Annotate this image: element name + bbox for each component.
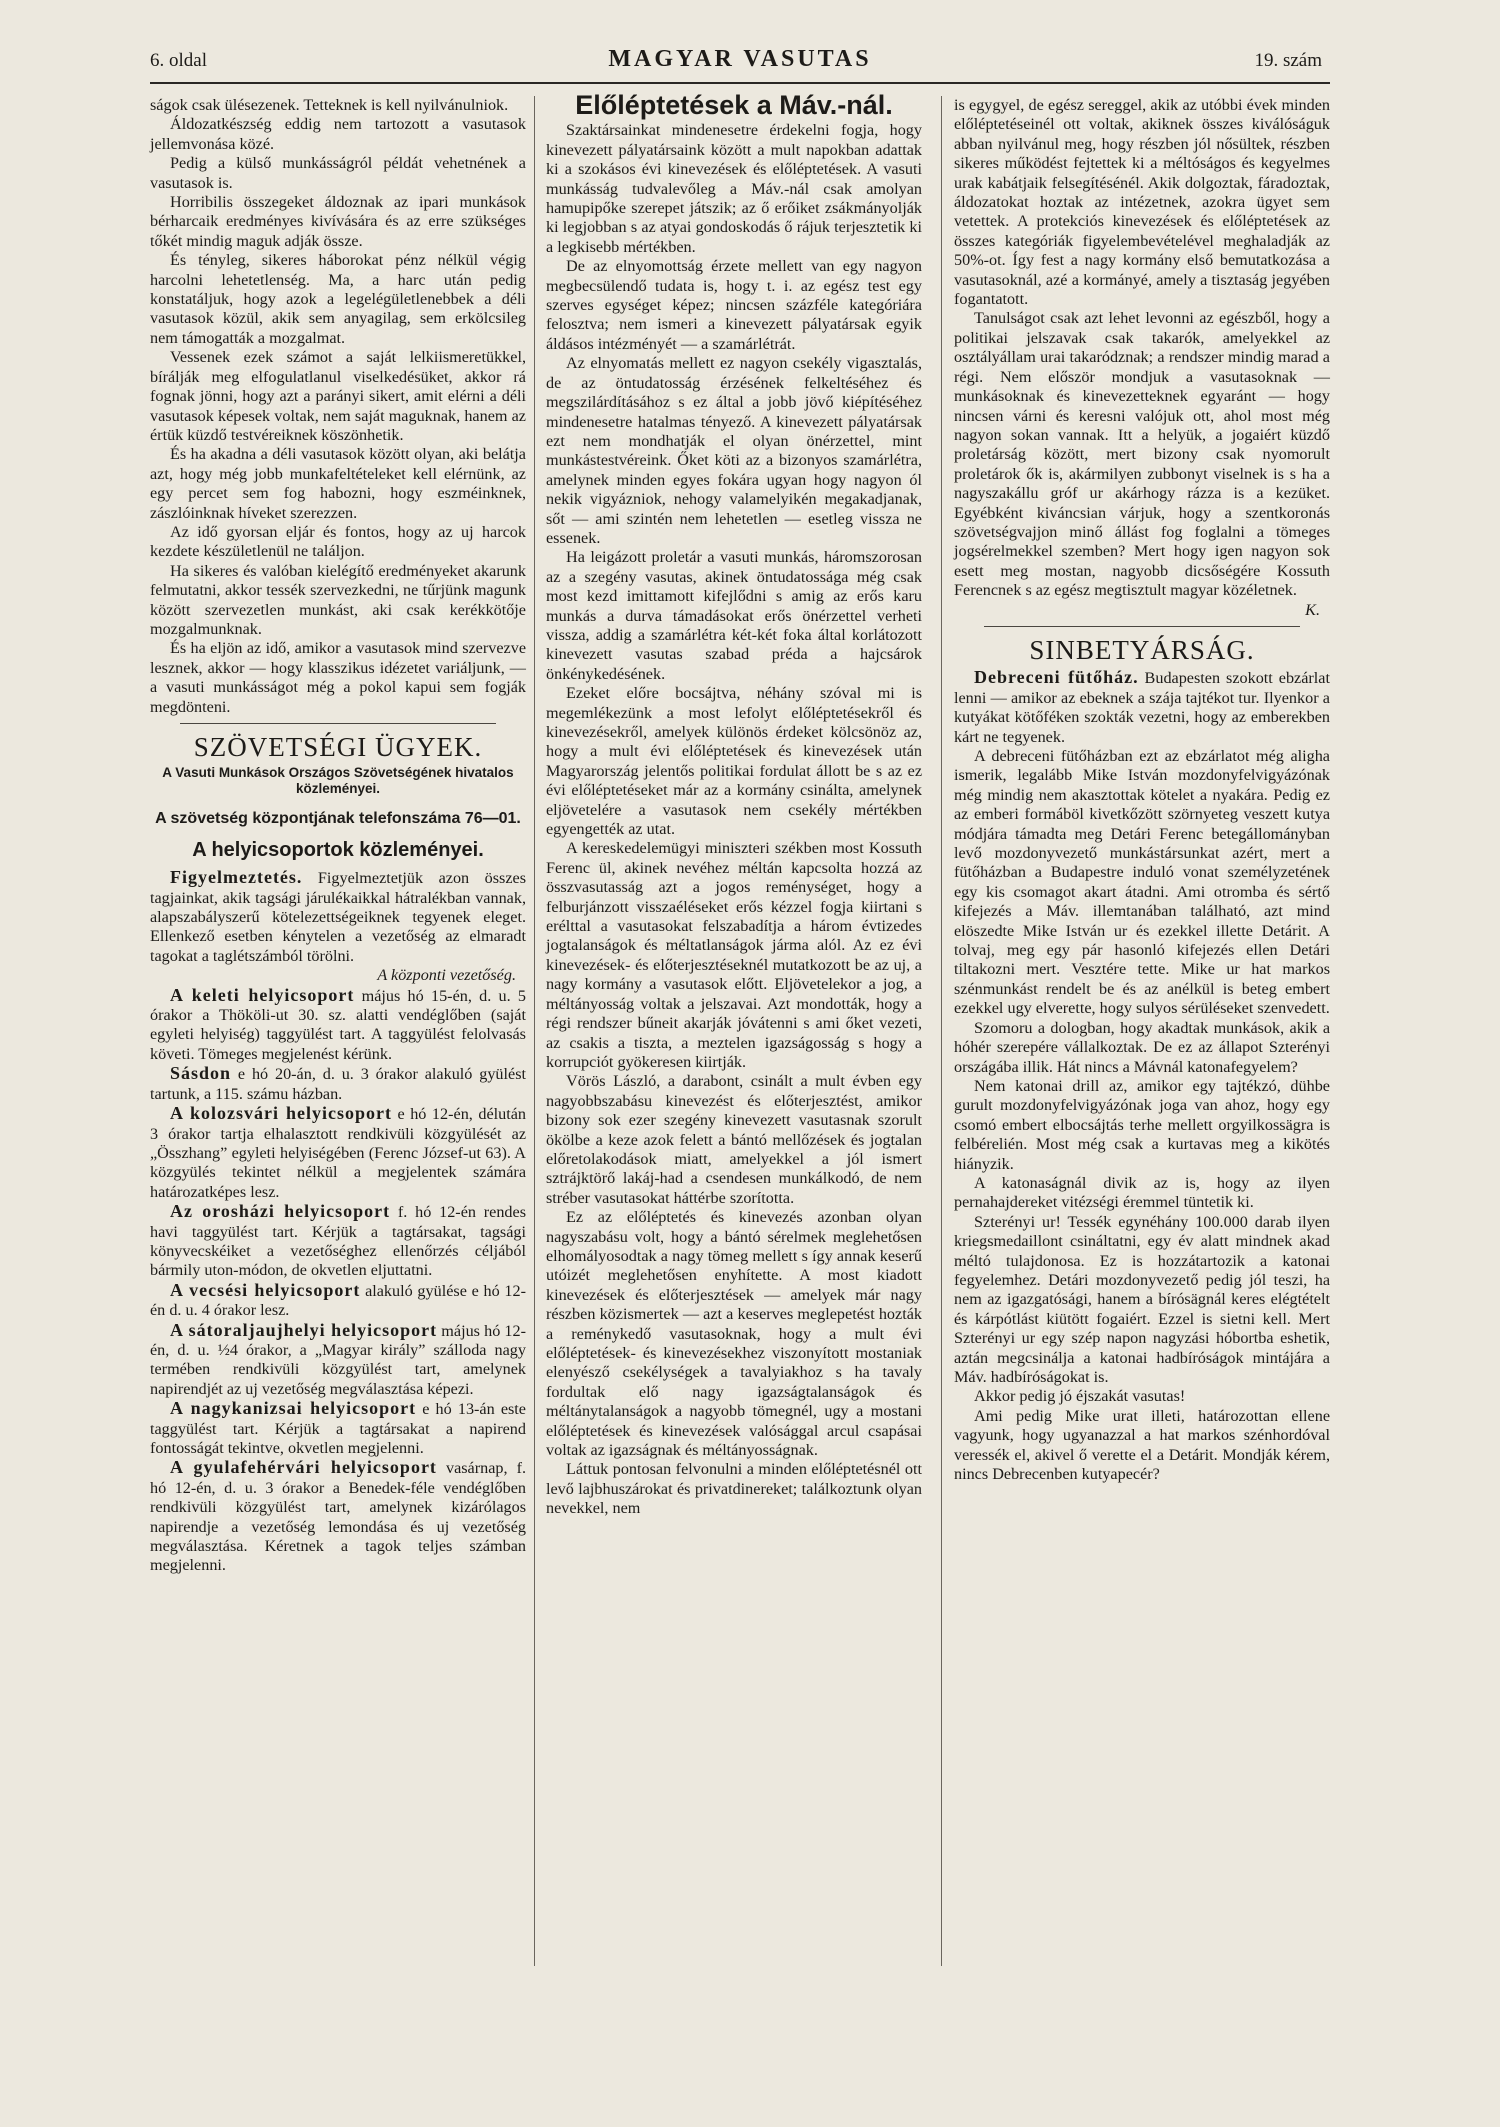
column-divider xyxy=(534,96,535,1966)
notice-head: Debreceni fütőház. xyxy=(974,667,1139,688)
article-title: Előléptetések a Máv.-nál. xyxy=(575,90,893,120)
notice xyxy=(150,1281,526,1321)
notice-head: A sátoraljaujhelyi helyicsoport xyxy=(170,1319,438,1340)
paragraph: Láttuk pontosan felvonulni a minden előléptetésnél ott levő lajbhuszárokat és privatdinereket; találkoztunk olyan nevekkel, nem xyxy=(546,1460,922,1518)
paragraph: Ez az előléptetés és kinevezés azonban olyan nagyszabásu volt, hogy a bántó sérelmek meglehetősen elhomályosodtak a nagy tömeg mellett s így annak keserű utóizét meglehetősen enyhítette. A most kiadott kinevezések és előterjesztések — amelyek már nagy részben közismertek — azt a keserves meglepetést hozták a reménykedő vasutasoknak, hogy a mult évi előléptetések- és kinevezésekhez viszonyított mostaniak elenyésző csekélységek a tavalyiakhoz s ha tavaly fordultak elő nagy igazságtalanságok és méltánytalanságok a nagyobb tömegnél, ugy a mostani előléptetések és kinevezések valósággal arcul csapásai voltak az igazságnak és méltányosságnak. xyxy=(546,1208,922,1460)
paragraph: Szterényi ur! Tessék egynéhány 100.000 darab ilyen kriegsmedaillont csináltatni, egy év alatt mindnek akad méltó tulajdonosa. Ez is hozzátartozik a katonai fegyelemhez. Detári mozdonyvezető pedig jól teszi, ha nem az igazgatósági, hanem a bírósägnál keres elégtételt és kárpótlást kiütött fogaiért. Ezzel is sietni kell. Mert Szterényi ur egy szép napon nagyzási hóbortba eshetik, aztán megcsinálja a katonai hadbíróságok mintájára a Máv. hadbíróságokat is. xyxy=(954,1212,1330,1386)
notice-text: május hó 15-én, d. u. 5 órakor a Thököli-ut 30. sz. alatti vendéglőben (saját egyleti helyiség) taggyülést tart. A taggyülést felolvasás követi. Tömeges megjelenést kérünk. xyxy=(150,986,527,1063)
notice-text: vasárnap, f. hó 12-én, d. u. 3 órakor a Benedek-féle vendéglőben rendkivüli közgyülést tart, amelynek kizárólagos napirendje a vezetőség lemondása és uj vezetőség megválasztása. Kéretnek a tagok teljes számban megjelenni. xyxy=(150,1459,527,1575)
paragraph: Horribilis összegeket áldoznak az ipari munkások bérharcaik eredményes kivívására és az erre szükséges tőkét mindig maguk adják össze. xyxy=(150,193,526,250)
paragraph: És tényleg, sikeres háborokat pénz nélkül végig harcolni lehetetlenség. Ma, a harc után pedig konstatáljuk, hogy azok a legelégületlenebbek a déli vasutasok közül, akik sem anyagilag, sem erkölcsileg nem támogatták a mozgalmat. xyxy=(150,251,526,347)
notice-text: e hó 20-án, d. u. 3 órakor alakuló gyülést tartunk, a 115. számu házban. xyxy=(150,1065,527,1103)
paragraph: Akkor pedig jó éjszakát vasutas! xyxy=(974,1387,1186,1406)
notice-text: május hó 12-én, d. u. ½4 órakor, a „Magyar király” szálloda nagy termében rendkivüli közgyülést tart, amelynek napirendjét az uj vezetőség megválasztása képezi. xyxy=(150,1321,526,1398)
paragraph: Az idő gyorsan eljár és fontos, hogy az uj harcok kezdete készületlenül ne találjon. xyxy=(150,522,526,561)
notice xyxy=(150,1321,526,1400)
signature: K. xyxy=(1305,600,1320,619)
paragraph: Vörös László, a darabont, csinált a mult évben egy nagyobbszabásu kinevezést és előterjesztést, amikor bizony sok ezer szegény kinevezett vasutasnak szorult ökölbe a keze azok felett a bántó mellőzések és jogtalan előretolakodások miatt, amelyekkel a jól ismert sztrájktörő lakáj-had a csendesen munkálkodó, de nem stréber vasutasokat háttérbe szorította. xyxy=(546,1072,922,1207)
notice xyxy=(150,986,526,1065)
notice-head: A keleti helyicsoport xyxy=(170,984,355,1005)
notice-text: f. hó 12-én rendes havi taggyülést tart. Kérjük a tagtársakat, tagsági könyvecskéiket a vezetőséghez ellenőrzés céljából bármily uton-módon, de okvetlen eljuttatni. xyxy=(150,1203,527,1280)
paragraph: Vessenek ezek számot a saját lelkiismeretükkel, bírálják meg elfogulatlanul viselkedésüket, akkor rá fognak jönni, hogy azt a parányi sikert, amit elérni a déli vasutasok képesek voltak, nem saját maguknak, hanem az értük küzdő testvéreiknek köszönhetik. xyxy=(150,348,526,444)
section-title: SINBETYÁRSÁG. xyxy=(1029,634,1255,665)
paragraph: A katonaságnál divik az is, hogy az ilyen pernahajdereket vitézségi éremmel tüntetik ki. xyxy=(954,1173,1330,1212)
column-3 xyxy=(954,96,1330,1484)
paragraph: Ha sikeres és valóban kielégítő eredményeket akarunk felmutatni, akkor tessék szervezkedni, ne tűrjünk magunk között szervezetlen munkást, aki csak kerékkötője mozgalmunknak. xyxy=(150,561,526,638)
masthead: MAGYAR VASUTAS xyxy=(608,46,872,72)
paragraph: ságok csak ülésezenek. Tetteknek is kell nyilvánulniok. xyxy=(150,96,509,114)
subsection-title: A helyicsoportok közleményei. xyxy=(192,838,484,861)
page-header xyxy=(150,42,1330,84)
notice xyxy=(150,1399,526,1458)
notice-head: Az orosházi helyicsoport xyxy=(170,1201,391,1222)
paragraph: Tanulságot csak azt lehet levonni az egészből, hogy a politikai jelszavak csak takarók, amelyekkel az osztályállam urai takaródznak; a rendszer mindig marad a régi. Nem először mondjuk a vasutasoknak — munkásoknak és kinevezetteknek egyaránt — hogy nincsen várni és keresni valójuk ott, ahol most még nagyon sokan vannak. Itt a helyük, a jogaiért küzdő proletárság között, mert bizony csak nyomorult proletárok ők is, akármilyen zubbonyt viselnek is s ha a nagyszakállu gróf ur akárhogy rázza is a kezüket. Egyébként kiváncsian várjuk, hogy a szentkoronás szövetségvajjon minő állást fog foglalni a tömeges jogsérelmekkel szemben? Mert hogy igen nagyon sok esett meg mostan, nagyobb dicsőségére Kossuth Ferencnek s az egész megtisztult magyar közéletnek. xyxy=(954,309,1330,600)
divider xyxy=(984,626,1300,627)
column-1 xyxy=(150,96,526,1576)
paragraph: Nem katonai drill az, amikor egy tajtékzó, dühbe gurult mozdonyfelvigyázónak joga van ahoz, hogy egy csomó embert elbocsájtás terhe mellett orgyilkossägra is felbérelién. Most még csak a kurtavas meg a kikötés hiányzik. xyxy=(954,1076,1330,1173)
paragraph: És ha eljön az idő, amikor a vasutasok mind szervezve lesznek, akkor — hogy klasszikus idézetet variáljunk, — a vasuti munkásságot még a pokol kapui sem fogják megdönteni. xyxy=(150,639,526,716)
section-title: SZÖVETSÉGI ÜGYEK. xyxy=(193,732,483,762)
notice xyxy=(150,868,526,966)
notice xyxy=(150,1202,526,1281)
column-2 xyxy=(546,90,922,1519)
notice xyxy=(954,668,1330,747)
paragraph: is egygyel, de egész sereggel, akik az utóbbi évek minden előléptetéseinél ott voltak, akiknek összes kiválóságuk abban nyilvánul meg, hogy részben jól nősültek, részben sikeres működést fejtettek ki a méltóságos és kegyelmes urak kabátjaik felsegítésénél. Akik dolgoztak, fáradoztak, áldozatokat hoztak az intézetnek, azokra ügyet sem vetettek. A protekciós kinevezések és előléptetések az összes kategóriák figyelembevételével meghaladják az 50%-ot. Így fest a nagy kormány első bemutatkozása a vasutasoknál, azé a kormányé, amely a tisztaság jegyében fogantatott. xyxy=(954,96,1330,309)
notice-text: Figyelmeztetjük azon összes tagjainkat, akik tagsági járulékaikkal hátralékban vannak, alapszabályszerű kötelezettségeiknek tegyenek eleget. Ellenkező esetben kénytelen a vezetőség az elmaradt tagokat a taglétszámból törölni. xyxy=(150,869,526,965)
paragraph: Ha leigázott proletár a vasuti munkás, háromszorosan az a szegény vasutas, akinek öntudatossága még csak most kezd imittamott kifejlődni s amig az erős karu munkás a durva támadásokat erős önérzettel verheti vissza, addig a szamárlétra két-két foka által korlátozott kinevezett vasutas szabad préda a hajcsárok önkénykedésének. xyxy=(546,548,922,683)
paragraph: Ezeket előre bocsájtva, néhány szóval mi is megemlékezünk a most lefolyt előléptetésekről és kinevezésekről, amelyek különös érdeket kölcsönöz az, hogy a mult évi előléptetések és kinevezések után Magyarország jelentős politikai fordulat állott be s az ez évi előléptetéseket már az a kormány csinálta, amelynek eljövetelére a vasutasok nem csekély mértékben egyengették az utat. xyxy=(546,684,922,839)
paragraph: És ha akadna a déli vasutasok között olyan, aki belátja azt, hogy még jobb munkafeltételeket kell elérnünk, az egy percet sem fog habozni, hogy eszméinknek, zászlóinknak híveket szerezzen. xyxy=(150,445,526,522)
notice-head: A nagykanizsai helyicsoport xyxy=(170,1398,417,1419)
paragraph: A debreceni fütőházban ezt az ebzárlatot még aligha ismerik, legalább Mike István mozdonyfelvigyázónak még mindig nem akasztottak kötelet a nyakára. Pedig ez az emberi formáböl kivetkőzött szörnyeteg veszett kutya módjára támadta meg Detári Ferenc betegállományban levő mozdonyvezető munkástársunkat azért, mert a fütőházban a Budapestre induló vonat személyzetének egy kis csomagot akart átadni. Ami otromba és sértő kifejezés a Máv. illemtanában található, azt mind elöszedte Mike István ur és ezekkel illette Detárit. A tolvaj, meg egy pár hasonló kifejezés ellen Detári tiltakozni mert. Vesztére tette. Mike ur hat markos szénmunkást rendelt be és az anélkül is beteg embert ezekkel ugy elverette, hogy sulyos sérüléseket szenvedett. xyxy=(954,747,1330,1018)
column-divider xyxy=(941,96,942,1966)
issue-number: 19. szám xyxy=(1254,50,1322,71)
paragraph: Pedig a külső munkásságról példát vehetnének a vasutasok is. xyxy=(150,154,526,192)
paragraph: De az elnyomottság érzete mellett van egy nagyon megbecsülendő tudata is, hogy t. i. az egész test egy szerves egységet képez; nincsen százféle kategóriára felosztva; nem ismeri a kinevezett pályatársak egyik áldásos intézményét — a szamárlétrát. xyxy=(546,257,922,353)
paragraph: Szomoru a dologban, hogy akadtak munkások, akik a hóhér szerepére vállalkoztak. De ez az állapot Szterényi országába illik. Hát nincs a Mávnál katonafegyelem? xyxy=(954,1018,1330,1076)
notice-text: Budapesten szokott ebzárlat lenni — amikor az ebeknek a szája tajtékot tur. Ilyenkor a kutyákat kötőféken szokták vezetni, hogy az emberekben kárt ne tegyenek. xyxy=(954,669,1330,746)
notice xyxy=(150,1104,526,1202)
notice-head: A vecsési helyicsoport xyxy=(170,1279,361,1300)
phone-notice: A szövetség központjának telefonszáma 76—01. xyxy=(155,810,521,828)
section-subtitle: A Vasuti Munkások Országos Szövetségének hivatalos közleményei. xyxy=(162,765,514,797)
notice xyxy=(150,1064,526,1104)
paragraph: Ami pedig Mike urat illeti, határozottan ellene vagyunk, hogy ugyanazzal a hat markos szénhordóval veressék el, akivel ő verette el a Detárit. Mondják kérem, nincs Debrecenben kutyapecér? xyxy=(954,1406,1330,1484)
notice-head: A gyulafehérvári helyicsoport xyxy=(170,1457,437,1478)
paragraph: Az elnyomatás mellett ez nagyon csekély vigasztalás, de az öntudatosság érzésének felkeltéséhez és megszilárdításához s ez által a jobb jövő kiépítéséhez mindenesetre hatalmas tényező. A kinevezett pályatársak ezt nem mondhatják el olyan önérzettel, mint munkástestvéreink. Őket köti az a bizonyos szamárlétra, amelynek minden egyes fokára ugyan hogy nagyon ól nekik vigyázniok, nehogy valamelyikén megakadjanak, sőt — ami szintén nem lehetetlen — esetleg vissza ne essenek. xyxy=(546,354,922,547)
notice xyxy=(150,1458,526,1575)
paragraph: A kereskedelemügyi miniszteri székben most Kossuth Ferenc ül, akinek nevéhez méltán kapcsolta hozzá az összvasutasság azt a jogos reménységet, hogy a felburjánzott visszaéléseket erős kézzel fogja kiirtani s erélttal a vasutasokat felszabadítja a három évtizedes jogtalanságok és méltatlanságok járma alól. Az ez évi kinevezések- és előterjesztéseknél mutatkozott be az uj, a nagy kormány a vasutasok előtt. Eljövetelekor a jog, a méltányosság voltak a jelszavai. Azt mondották, hogy a régi rendszer bűneit akarják jóvátenni s ami őket vezeti, az csakis a tiszta, a meztelen igazságosság s hogy a korrupciót gyökeresen kiirtják. xyxy=(546,839,922,1071)
page-number: 6. oldal xyxy=(150,50,207,71)
divider xyxy=(180,723,496,724)
notice-head: A kolozsvári helyicsoport xyxy=(170,1103,392,1124)
paragraph: Szaktársainkat mindenesetre érdekelni fogja, hogy kinevezett pályatársaink között a mult napokban adattak ki a szokásos évi kinevezések és előléptetések. A vasuti munkásság tudvalevőleg a Máv.-nál csak amolyan hamupipőke szerepet játszik; az ő erőiket zsákmányolják ki legjobban s az atyai gondoskodás ő rájuk terjesztetik ki a legkisebb mértékben. xyxy=(546,121,922,256)
signature: A központi vezetőség. xyxy=(377,966,516,985)
notice-text: e hó 12-én, délután 3 órakor tartja elhalasztott rendkivüli közgyülését az „Összhang” egyleti helyiségében (Ferenc József-ut 63). A közgyülés tekintet nélkül a megjelentek számára határozatképes lesz. xyxy=(150,1105,527,1201)
notice-text: e hó 13-án este taggyülést tart. Kérjük a tagtársakat a napirend fontosságát tekintve, okvetlen megjelenni. xyxy=(150,1400,526,1457)
notice-head: Sásdon xyxy=(170,1063,232,1084)
notice-text: alakuló gyülése e hó 12-én d. u. 4 órakor lesz. xyxy=(150,1281,526,1320)
notice-head: Figyelmeztetés. xyxy=(170,867,303,888)
paragraph: Áldozatkészség eddig nem tartozott a vasutasok jellemvonása közé. xyxy=(150,115,526,153)
